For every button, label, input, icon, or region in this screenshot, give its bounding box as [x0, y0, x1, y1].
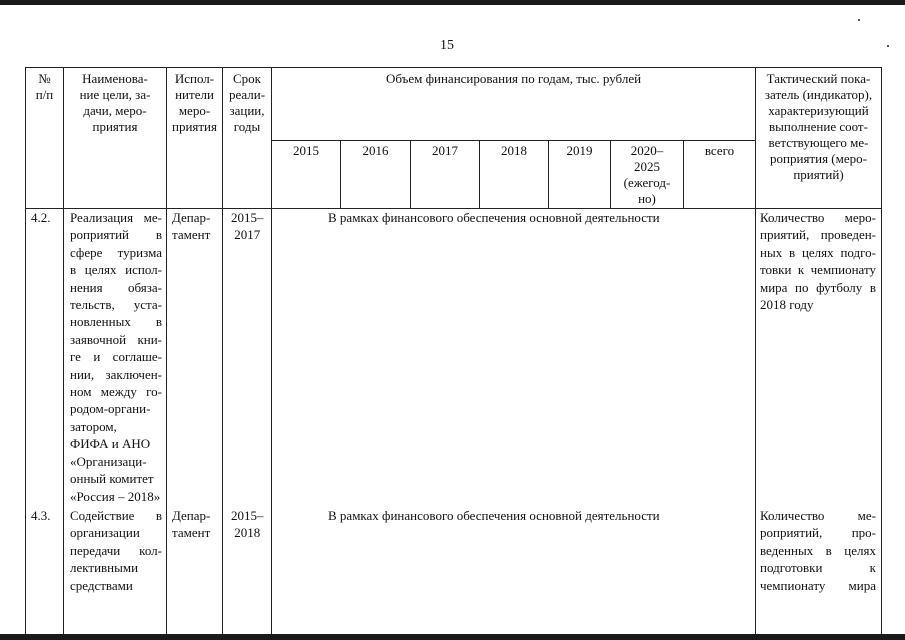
page-number: 15: [440, 38, 454, 53]
year-header-total: всего: [704, 143, 735, 158]
bottom-scan-border: [0, 634, 905, 640]
col-border: [166, 67, 167, 634]
row-4-2-indicator: Количество меро- приятий, проведен- ных в целях подго- товки к чемпионату мира по футболу в 2018 году: [760, 210, 876, 313]
row-4-2-funding: В рамках финансового обеспечения основной деятельности: [328, 210, 660, 225]
year-header-2019: 2019: [566, 143, 593, 158]
row-4-2-executor: Депар- тамент: [172, 210, 211, 243]
scan-speck: [887, 45, 889, 47]
row-4-2-number: 4.2.: [31, 210, 51, 225]
header-name: Наименова- ние цели, за- дачи, меро- приятия: [79, 71, 151, 134]
year-header-2020-2025: 2020– 2025 (ежегод- но): [623, 143, 671, 206]
col-border: [222, 67, 223, 634]
header-number: № п/п: [35, 71, 54, 102]
col-border: [881, 67, 882, 634]
year-header-2017: 2017: [432, 143, 458, 158]
year-header-2015: 2015: [293, 143, 319, 158]
col-border: [25, 67, 26, 634]
year-header-2018: 2018: [501, 143, 527, 158]
row-4-3-indicator: Количество ме- роприятий, про- веденных в целях подготовки к чемпионату мира: [760, 508, 876, 593]
header-funding: Объем финансирования по годам, тыс. рублей: [385, 71, 642, 86]
header-indicator: Тактический пока- затель (индикатор), характеризующий выполнение соот- ветствующего ме- роприятия (меро- приятий): [764, 71, 873, 182]
table-top-border: [25, 67, 881, 68]
row-4-3-name: Содействие в организации передачи кол- лективными средствами: [70, 508, 162, 593]
row-4-3-executor: Депар- тамент: [172, 508, 211, 541]
top-scan-border: [0, 0, 905, 5]
row-4-3-number: 4.3.: [31, 508, 51, 523]
row-4-2-term: 2015– 2017: [231, 210, 264, 243]
row-4-2-name: Реализация ме- роприятий в сфере туризма в целях испол- нения обяза- тельств, уста- новленных в заявочной кни- ге и соглаше- нии, заключен- ном между го- родом-органи- затором, ФИФА и АНО «Организаци- онный комитет «Россия – 2018»: [70, 210, 162, 504]
scan-speck: [858, 19, 860, 21]
year-header-2016: 2016: [362, 143, 389, 158]
col-border: [63, 67, 64, 634]
header-executor: Испол- нители меро- приятия: [171, 71, 217, 134]
row-4-3-term: 2015– 2018: [231, 508, 264, 541]
row-4-3-funding: В рамках финансового обеспечения основной деятельности: [328, 508, 660, 523]
header-term: Срок реали- зации, годы: [228, 71, 266, 134]
